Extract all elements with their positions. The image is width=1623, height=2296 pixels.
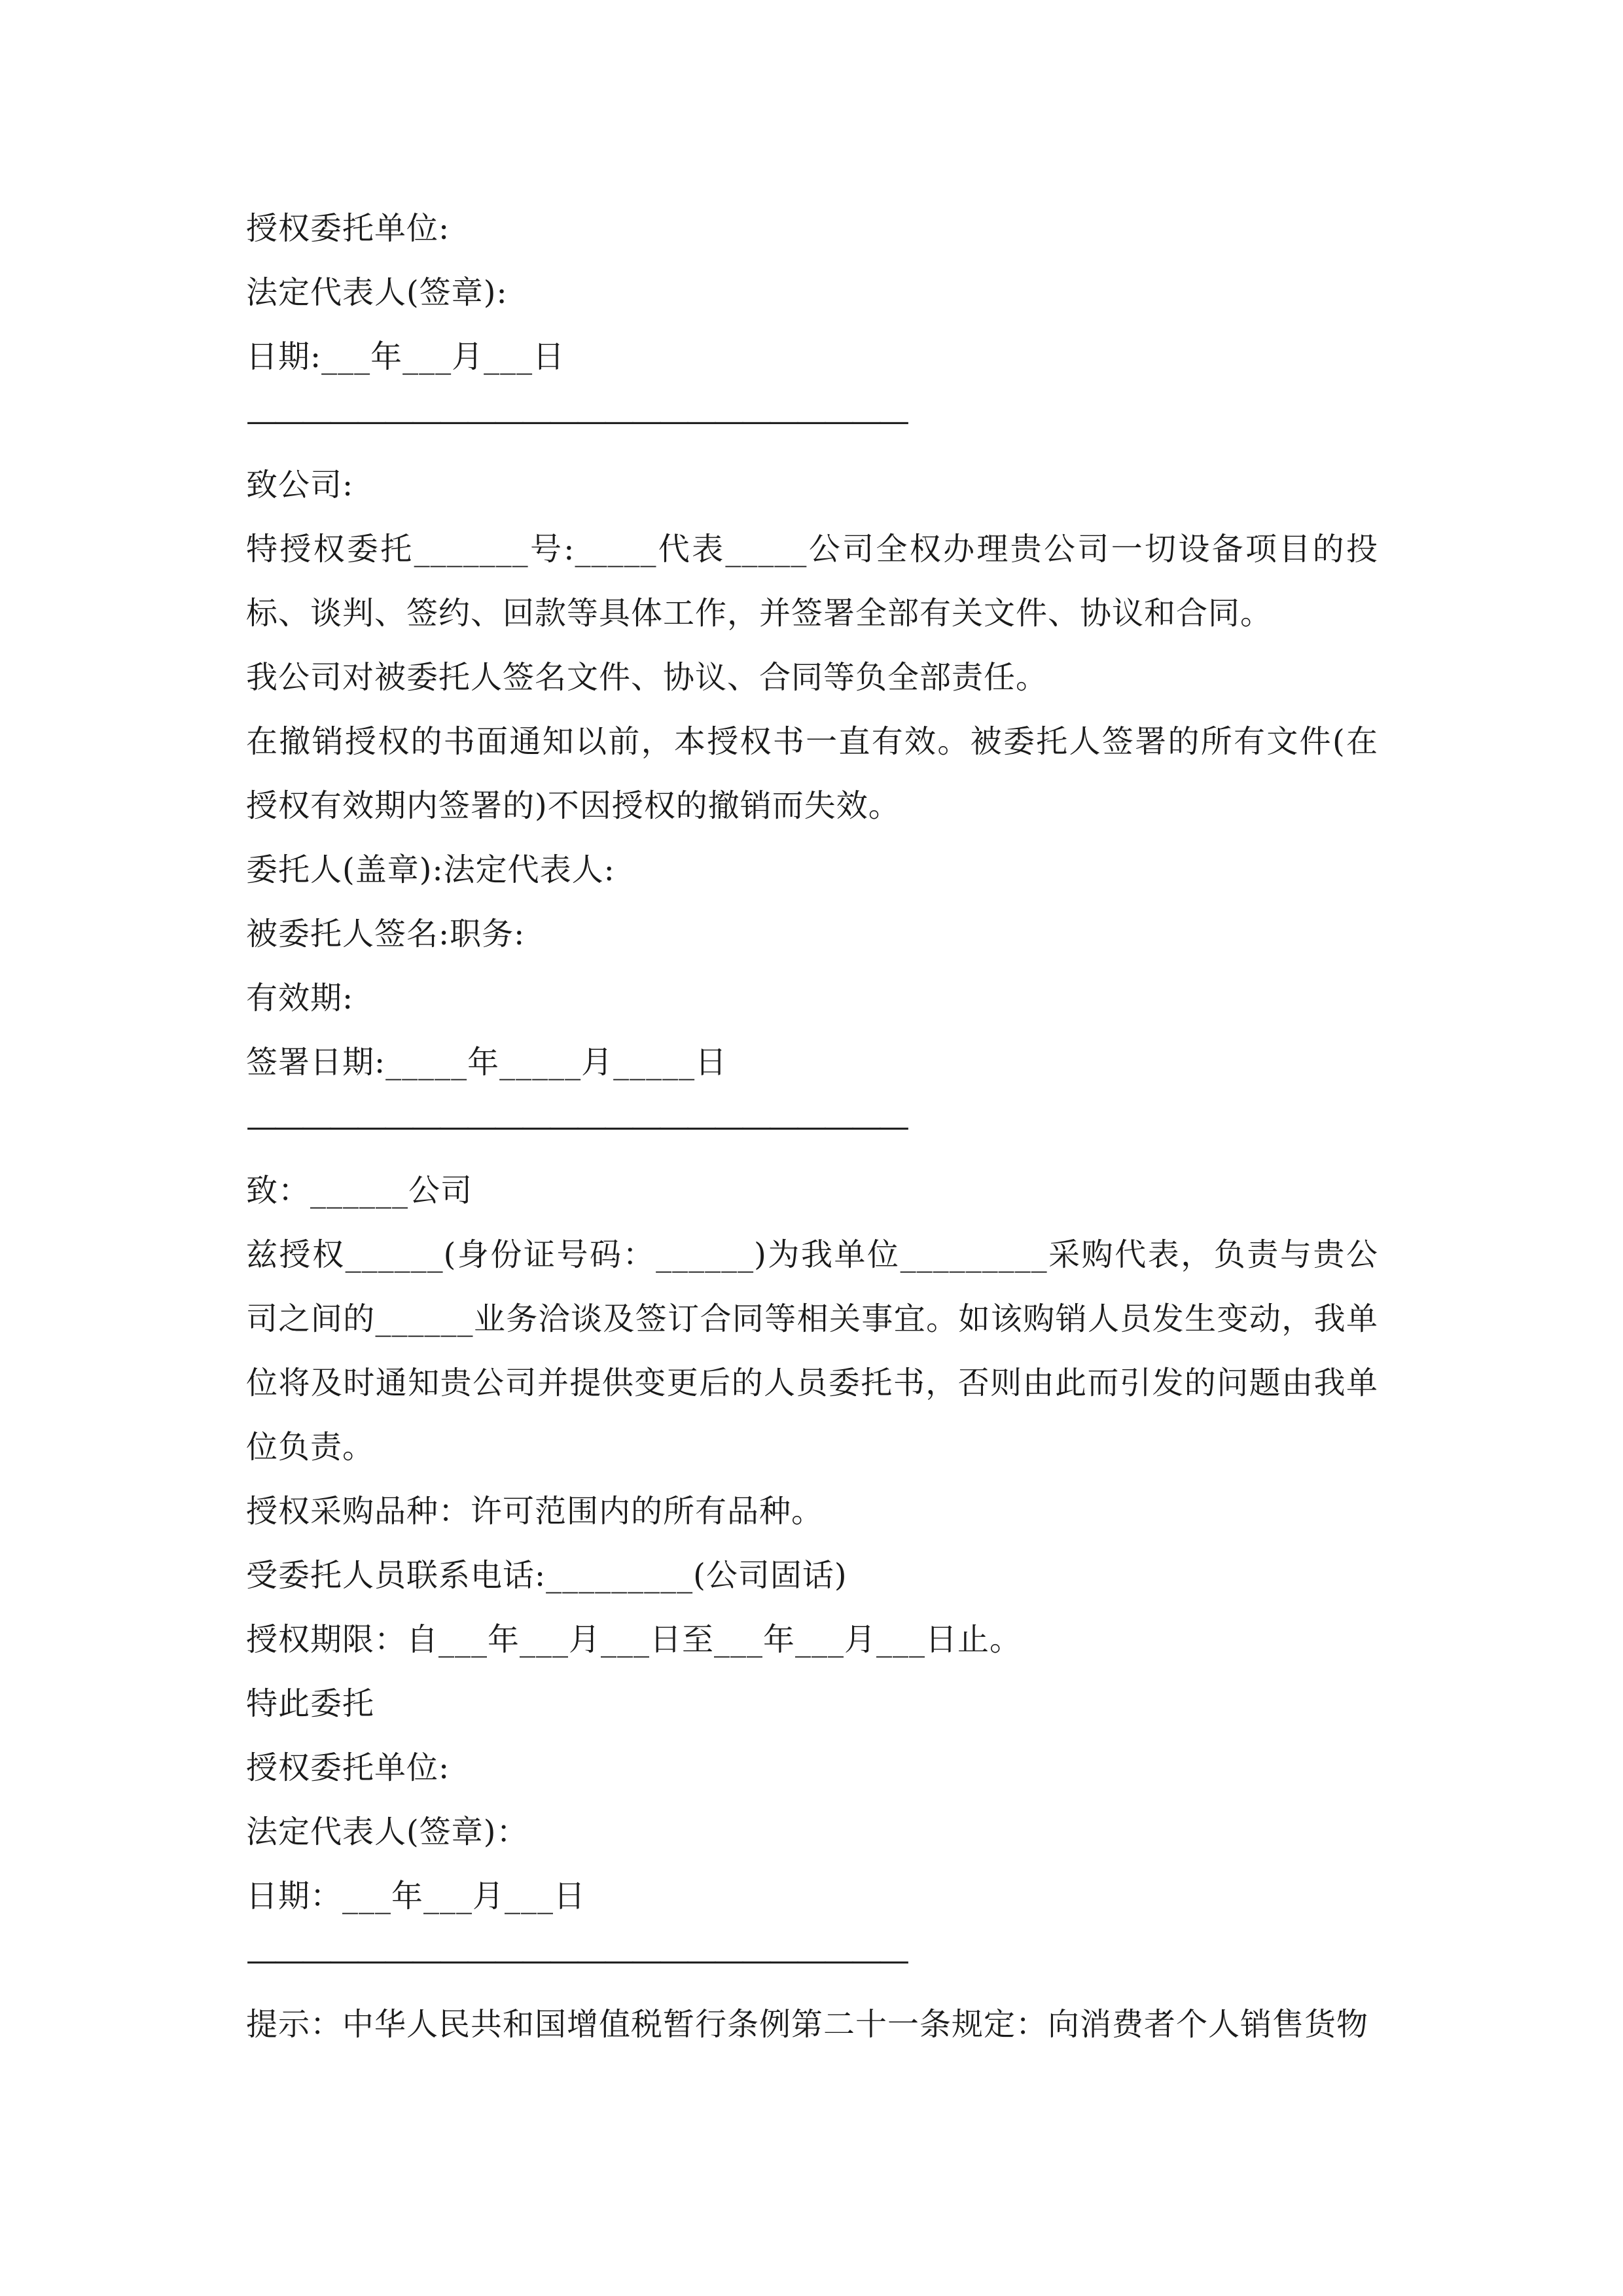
validity-paragraph: 在撤销授权的书面通知以前，本授权书一直有效。被委托人签署的所有文件(在授权有效期内签署的)不因授权的撤销而失效。 [246, 723, 1378, 824]
section-divider: ———————————————————————— [246, 1108, 906, 1145]
agent-signature-line: 被委托人签名:职务: [246, 916, 526, 952]
legal-rep-signature-label: 法定代表人(签章)： [246, 1814, 529, 1850]
date-line: 日期：___年___月___日 [246, 1878, 586, 1914]
legal-rep-signature-label: 法定代表人(签章): [246, 274, 508, 311]
validity-period-line: 有效期: [246, 980, 354, 1016]
section-divider: ———————————————————————— [246, 1942, 906, 1979]
addressee-line: 致公司: [246, 467, 354, 503]
authorization-period-line: 授权期限：自___年___月___日至___年___月___日止。 [246, 1621, 1022, 1658]
date-line: 日期:___年___月___日 [246, 338, 565, 375]
document-body [246, 196, 1378, 2056]
signing-date-line: 签署日期:_____年_____月_____日 [246, 1044, 728, 1081]
addressee-line: 致：______公司 [246, 1172, 473, 1209]
purchase-variety-line: 授权采购品种：许可范围内的所有品种。 [246, 1493, 824, 1530]
closing-line: 特此委托 [246, 1685, 375, 1722]
section-divider: ———————————————————————— [246, 403, 906, 439]
purchase-authorization-paragraph: 兹授权______(身份证号码：______)为我单位_________采购代表，负责与贵公司之间的______业务洽谈及签订合同等相关事宜。如该购销人员发生变动，我单位将及时通知贵公司并提供变更后的人员委托书，否则由此而引发的问题由我单位负责。 [246, 1236, 1378, 1465]
contact-phone-line: 受委托人员联系电话:_________(公司固话) [246, 1557, 847, 1594]
authorization-paragraph: 特授权委托_______号:_____代表_____公司全权办理贵公司一切设备项目的投标、谈判、签约、回款等具体工作，并签署全部有关文件、协议和合同。 [246, 531, 1378, 632]
auth-unit-label: 授权委托单位: [246, 210, 450, 247]
tip-line: 提示：中华人民共和国增值税暂行条例第二十一条规定：向消费者个人销售货物 [246, 2006, 1369, 2043]
principal-seal-line: 委托人(盖章):法定代表人: [246, 852, 615, 888]
responsibility-paragraph: 我公司对被委托人签名文件、协议、合同等负全部责任。 [246, 659, 1048, 696]
auth-unit-label: 授权委托单位: [246, 1749, 450, 1786]
